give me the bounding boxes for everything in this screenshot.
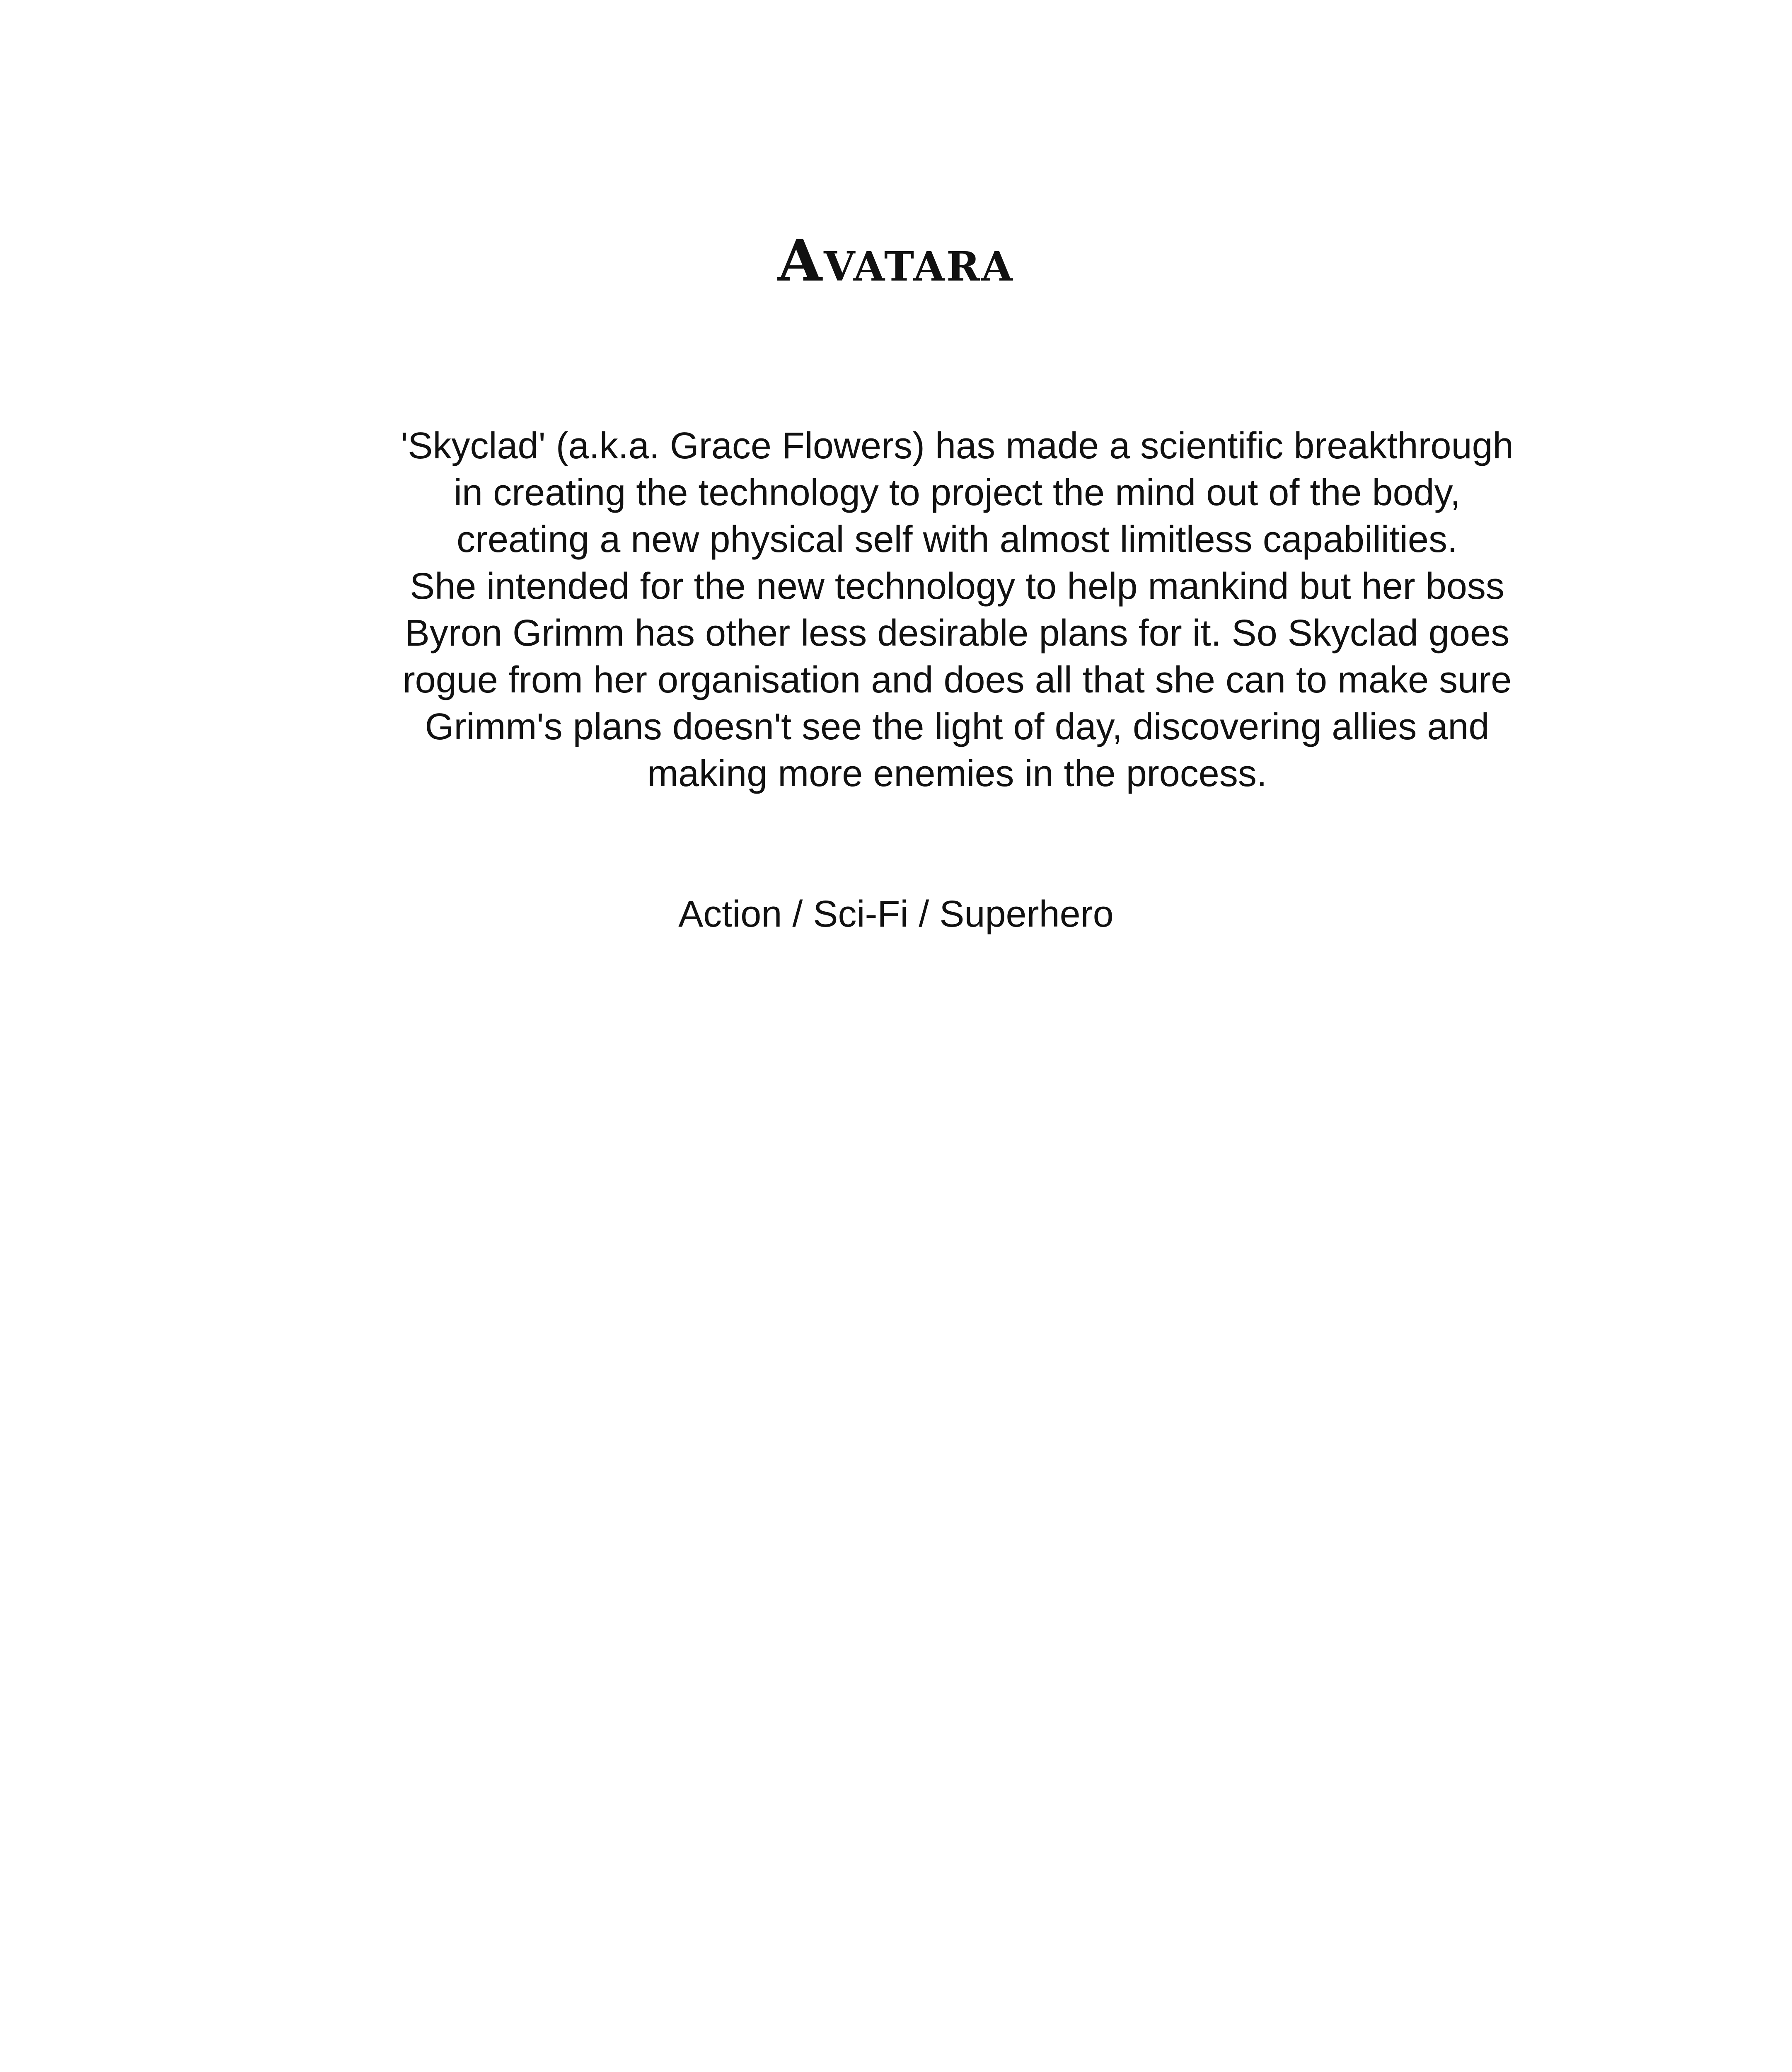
synopsis-line: in creating the technology to project the mind out of the body,: [454, 472, 1461, 513]
synopsis-line: rogue from her organisation and does all that she can to make sure: [402, 659, 1512, 701]
synopsis-line: Grimm's plans doesn't see the light of day, discovering allies and: [425, 706, 1490, 748]
synopsis-line: Byron Grimm has other less desirable plans for it. So Skyclad goes: [404, 612, 1510, 654]
synopsis-paragraph: [344, 423, 1570, 797]
genre-line: Action / Sci-Fi / Superhero: [678, 893, 1114, 935]
synopsis-line: making more enemies in the process.: [647, 753, 1267, 794]
page-title: Avatara: [778, 227, 1014, 294]
synopsis-line: 'Skyclad' (a.k.a. Grace Flowers) has made a scientific breakthrough: [401, 425, 1514, 467]
synopsis-line: She intended for the new technology to help mankind but her boss: [410, 566, 1504, 607]
synopsis-line: creating a new physical self with almost limitless capabilities.: [457, 519, 1458, 560]
